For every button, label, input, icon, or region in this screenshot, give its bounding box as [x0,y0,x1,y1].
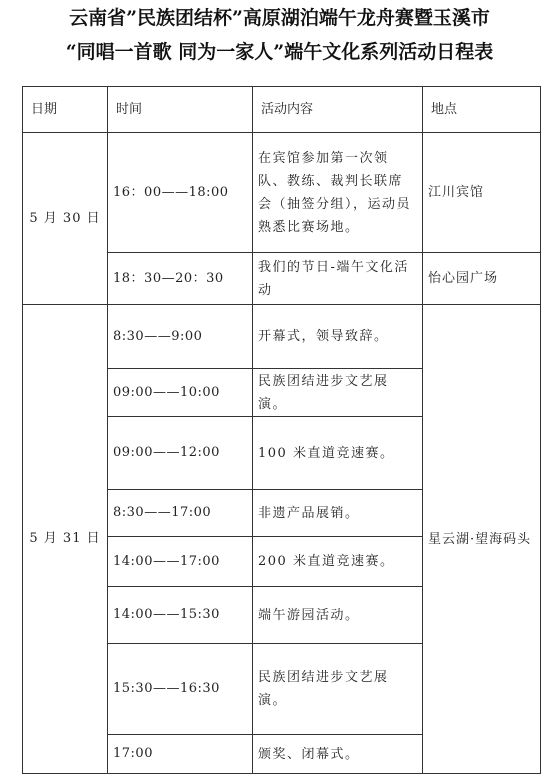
time-cell: 15:30——16:30 [108,644,253,735]
date-cell-may-30: 5 月 30 日 [23,133,108,305]
time-cell: 14:00——15:30 [108,587,253,644]
header-row [23,87,541,133]
activity-cell: 我们的节日-端午文化活动 [253,253,423,305]
schedule-table [22,86,541,774]
place-cell-merged: 星云湖·望海码头 [423,305,541,774]
time-cell: 17:00 [108,735,253,774]
activity-cell: 100 米直道竞速赛。 [253,417,423,490]
table-row [23,305,541,369]
activity-cell: 在宾馆参加第一次领队、教练、裁判长联席会（抽签分组），运动员熟悉比赛场地。 [253,133,423,253]
time-cell: 18：30—20：30 [108,253,253,305]
activity-cell: 民族团结进步文艺展演。 [253,644,423,735]
time-cell: 14:00——17:00 [108,537,253,587]
time-cell: 09:00——10:00 [108,369,253,417]
header-date: 日期 [23,87,108,133]
activity-cell: 民族团结进步文艺展演。 [253,369,423,417]
table-row [23,133,541,253]
header-place: 地点 [423,87,541,133]
activity-cell: 开幕式，领导致辞。 [253,305,423,369]
time-cell: 8:30——9:00 [108,305,253,369]
time-cell: 09:00——12:00 [108,417,253,490]
time-cell: 8:30——17:00 [108,490,253,537]
activity-cell: 颁奖、闭幕式。 [253,735,423,774]
activity-cell: 端午游园活动。 [253,587,423,644]
place-cell: 怡心园广场 [423,253,541,305]
place-cell: 江川宾馆 [423,133,541,253]
header-activity: 活动内容 [253,87,423,133]
page-title-line-2: “同唱一首歌 同为一家人”端午文化系列活动日程表 [65,41,494,63]
time-cell: 16：00——18:00 [108,133,253,253]
header-time: 时间 [108,87,253,133]
activity-cell: 200 米直道竞速赛。 [253,537,423,587]
page-title-line-1: 云南省”民族团结杯”高原湖泊端午龙舟赛暨玉溪市 [69,7,490,29]
date-cell-may-31: 5 月 31 日 [23,305,108,774]
activity-cell: 非遗产品展销。 [253,490,423,537]
